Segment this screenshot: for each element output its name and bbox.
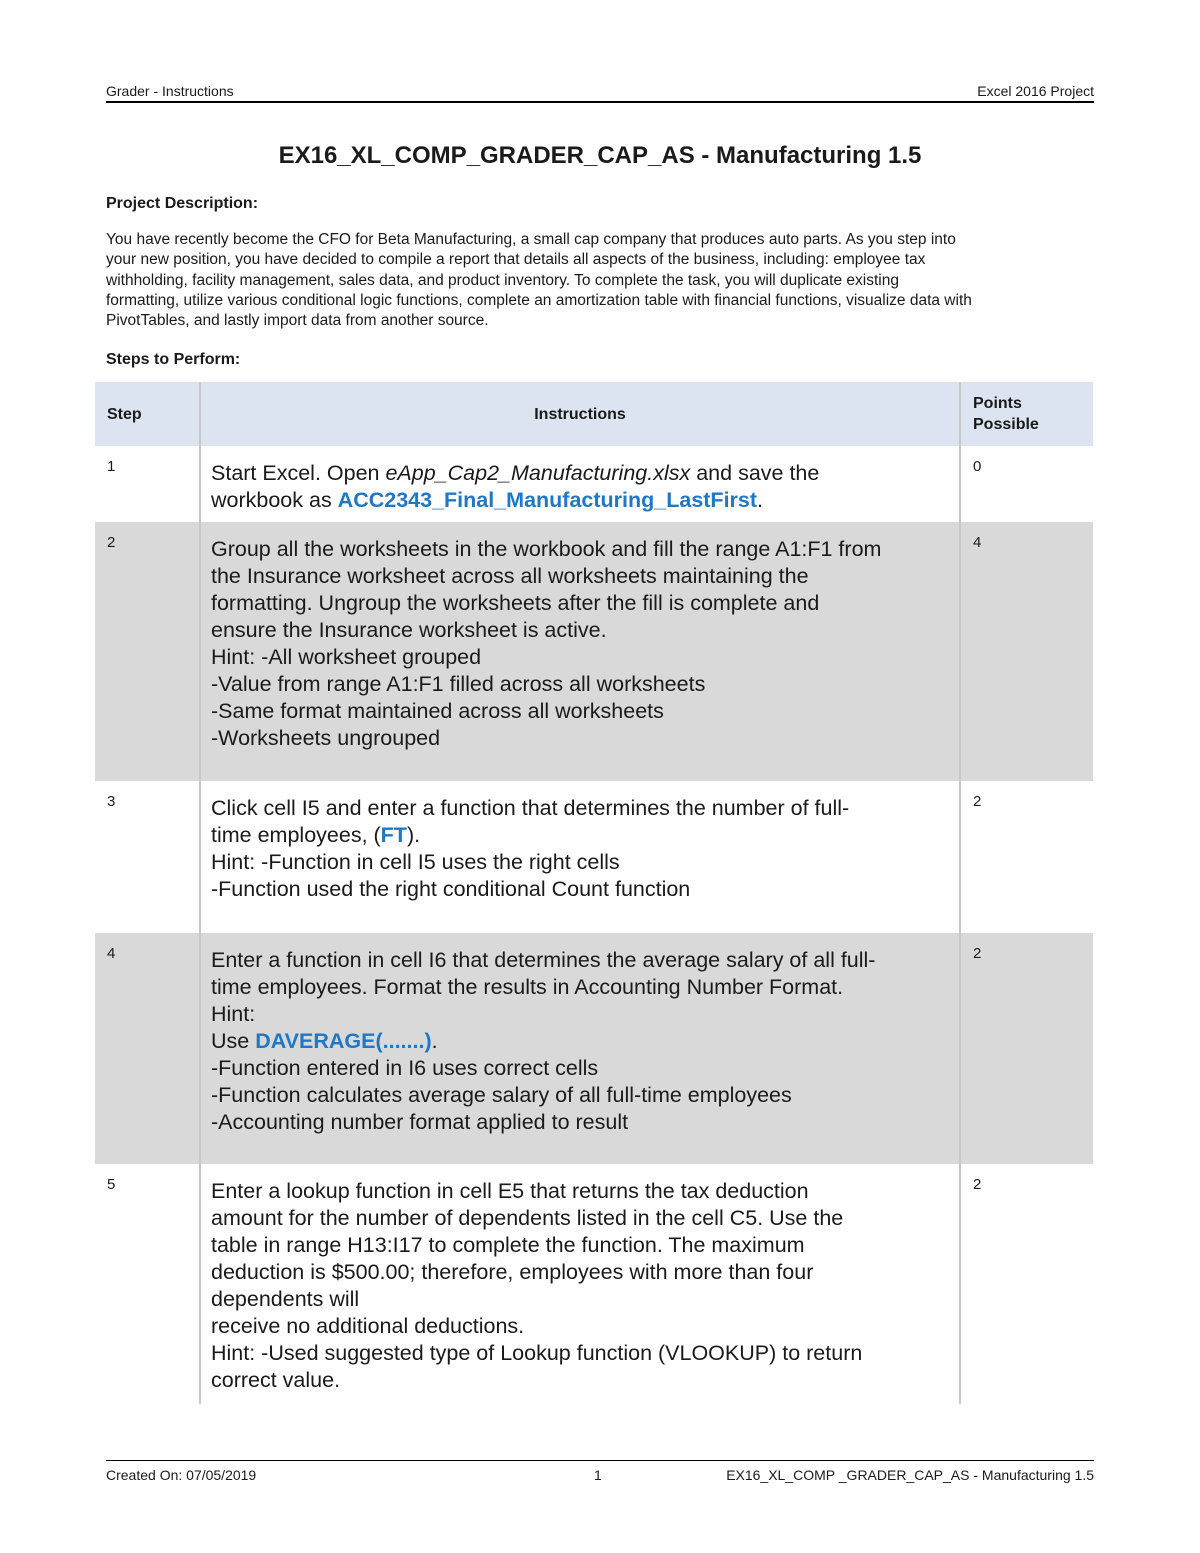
header-points (960, 382, 1093, 446)
points-possible: 2 (973, 945, 982, 962)
instruction-line: Hint: -Function in cell I5 uses the right cells (211, 850, 620, 874)
step-number: 2 (107, 534, 116, 551)
description-line: your new position, you have decided to compile a report that details all aspects of the business, including: employee tax (106, 251, 926, 269)
instruction-line: workbook as ACC2343_Final_Manufacturing_LastFirst. (211, 488, 764, 512)
header-left: Grader - Instructions (106, 83, 234, 99)
footer-page-number: 1 (594, 1467, 602, 1483)
step-number: 4 (107, 945, 116, 962)
page-header (106, 83, 1094, 103)
instruction-line: -Same format maintained across all worksheets (211, 699, 664, 723)
description-line: You have recently become the CFO for Beta Manufacturing, a small cap company that produces auto parts. As you step into (106, 231, 956, 248)
steps-table (95, 382, 1093, 1404)
instruction-line: Hint: -All worksheet grouped (211, 645, 482, 669)
instruction-line: -Worksheets ungrouped (211, 726, 441, 750)
instruction-line: -Value from range A1:F1 filled across all worksheets (211, 672, 706, 696)
instruction-line: deduction is $500.00; therefore, employees with more than four (211, 1260, 814, 1284)
instruction-line: table in range H13:I17 to complete the function. The maximum (211, 1233, 805, 1257)
instruction-line: Use DAVERAGE(.......). (211, 1029, 438, 1053)
header-points-line1: Points (973, 395, 1022, 412)
table-row (95, 933, 1093, 1164)
table-row (95, 522, 1093, 781)
table-row (95, 781, 1093, 933)
instruction-line: -Function entered in I6 uses correct cells (211, 1056, 599, 1080)
step-instructions (201, 781, 959, 903)
header-instructions: Instructions (200, 382, 960, 446)
step-instructions (201, 446, 959, 514)
description-line: formatting, utilize various conditional logic functions, complete an amortization table with financial functions, visualize data with (106, 291, 972, 309)
page-footer (106, 1460, 1094, 1483)
table-header-row (95, 382, 1093, 446)
instruction-line: -Accounting number format applied to result (211, 1110, 629, 1134)
instruction-line: amount for the number of dependents listed in the cell C5. Use the (211, 1206, 844, 1230)
points-possible: 4 (973, 534, 982, 551)
instruction-line: dependents will (211, 1287, 360, 1311)
file-name: eApp_Cap2_Manufacturing.xlsx (385, 461, 691, 485)
step-instructions (201, 522, 959, 752)
instruction-line: Group all the worksheets in the workbook and fill the range A1:F1 from (211, 537, 882, 561)
step-number: 5 (107, 1176, 116, 1193)
description-line: withholding, facility management, sales data, and product inventory. To complete the task, you will duplicate existing (106, 271, 899, 289)
step-number: 1 (107, 458, 116, 475)
document-title: EX16_XL_COMP_GRADER_CAP_AS - Manufacturing 1.5 (278, 142, 922, 169)
instruction-line: receive no additional deductions. (211, 1314, 525, 1338)
steps-label: Steps to Perform: (106, 351, 241, 368)
instruction-line: -Function calculates average salary of all full-time employees (211, 1083, 792, 1107)
table-row (95, 1164, 1093, 1404)
instruction-line: Enter a function in cell I6 that determines the average salary of all full- (211, 948, 876, 972)
step-instructions (201, 1164, 959, 1394)
instruction-line: Enter a lookup function in cell E5 that returns the tax deduction (211, 1179, 809, 1203)
ft-code: FT (380, 823, 407, 847)
project-description-label: Project Description: (106, 195, 259, 212)
step-number: 3 (107, 793, 116, 810)
step-instructions (201, 933, 959, 1136)
instruction-line: -Function used the right conditional Count function (211, 877, 691, 901)
instruction-line: time employees, (FT). (211, 823, 421, 847)
save-as-name: ACC2343_Final_Manufacturing_LastFirst (337, 488, 758, 512)
description-line: PivotTables, and lastly import data from another source. (106, 312, 489, 330)
header-right: Excel 2016 Project (977, 83, 1094, 99)
instruction-line: Start Excel. Open eApp_Cap2_Manufacturing.xlsx and save the (211, 461, 820, 485)
points-possible: 0 (973, 458, 982, 475)
instruction-line: the Insurance worksheet across all worksheets maintaining the (211, 564, 809, 588)
table-row (95, 446, 1093, 522)
instruction-line: correct value. (211, 1368, 341, 1392)
instruction-line: Hint: (211, 1002, 256, 1026)
instruction-line: ensure the Insurance worksheet is active. (211, 618, 607, 642)
header-step: Step (95, 382, 200, 446)
header-points-line2: Possible (973, 416, 1039, 433)
points-possible: 2 (973, 1176, 982, 1193)
instruction-line: Click cell I5 and enter a function that determines the number of full- (211, 796, 850, 820)
instruction-line: time employees. Format the results in Accounting Number Format. (211, 975, 844, 999)
function-name: DAVERAGE(.......) (255, 1029, 432, 1053)
project-description (106, 230, 1096, 331)
instruction-line: formatting. Ungroup the worksheets after the fill is complete and (211, 591, 820, 615)
footer-document-name: EX16_XL_COMP _GRADER_CAP_AS - Manufacturing 1.5 (726, 1467, 1094, 1483)
footer-created-on: Created On: 07/05/2019 (106, 1467, 257, 1483)
instruction-line: Hint: -Used suggested type of Lookup function (VLOOKUP) to return (211, 1341, 863, 1365)
points-possible: 2 (973, 793, 982, 810)
